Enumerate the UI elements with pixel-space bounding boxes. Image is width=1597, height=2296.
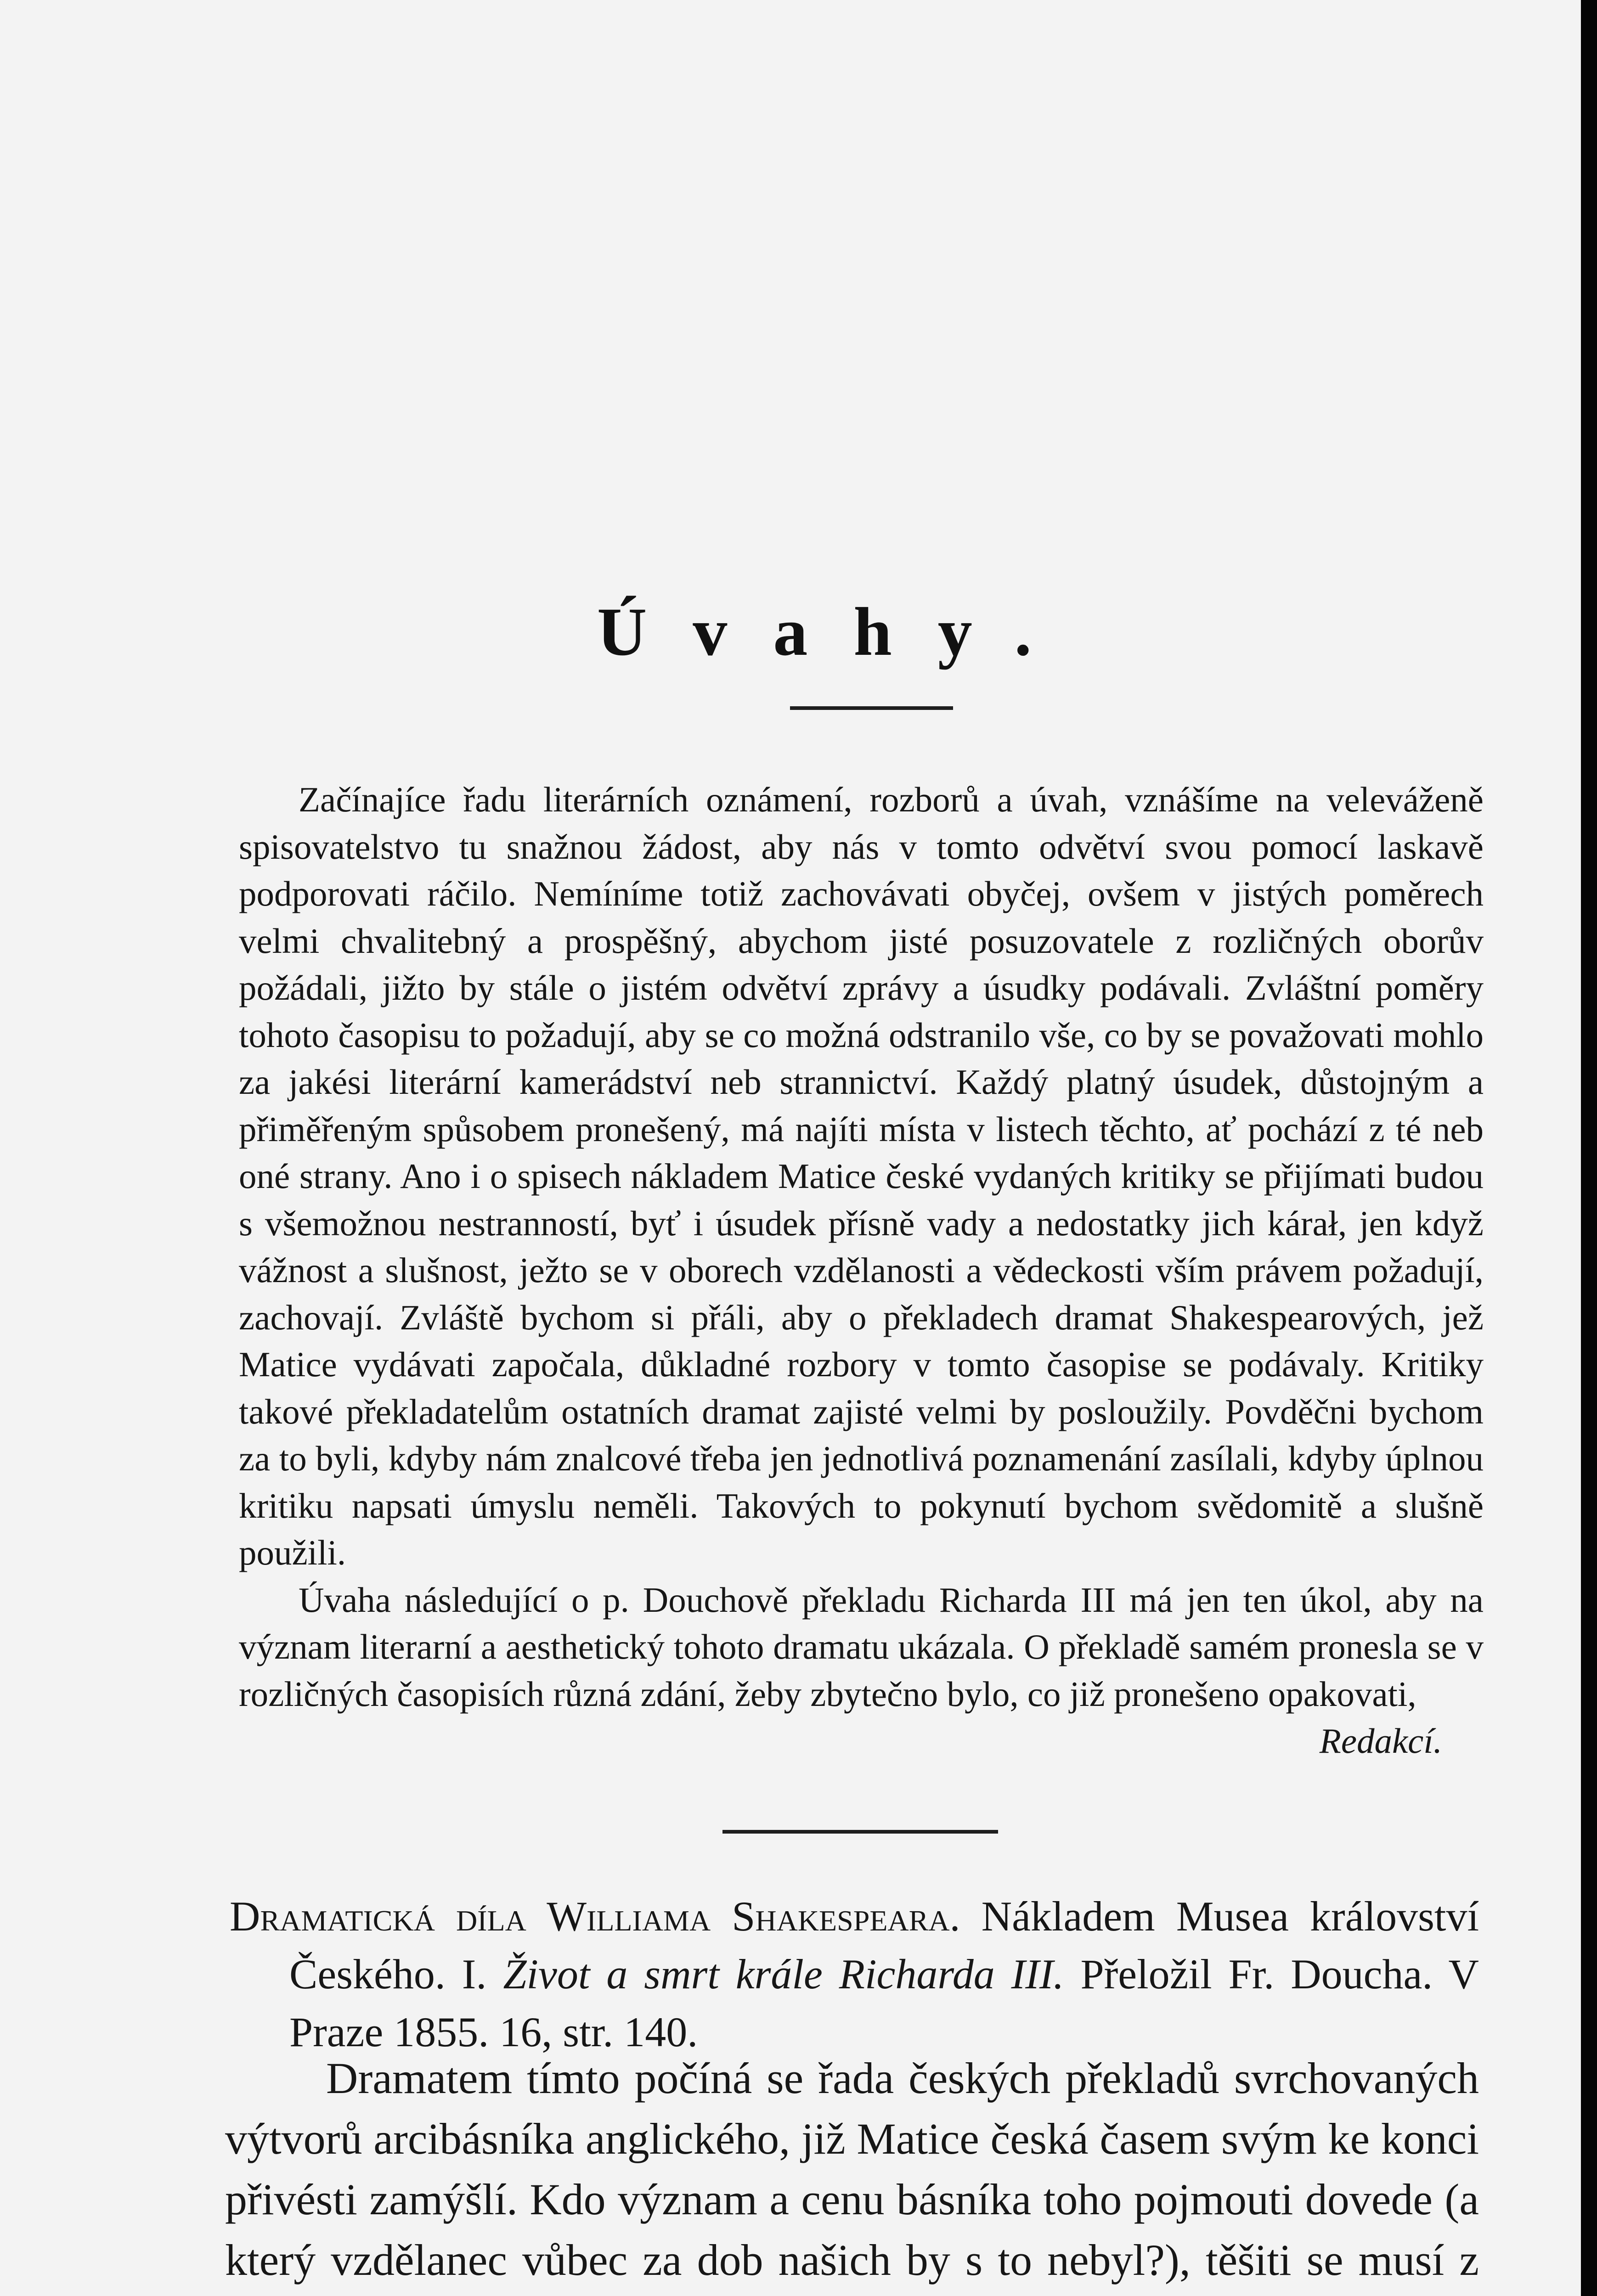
book-series-title: Dramatická díla Williama Shakespeara. [230,1893,960,1940]
book-entry [230,1887,1479,2061]
book-details: Přeložil Fr. Doucha. V Praze 1855. 16, str. 140. [289,1951,1479,2055]
book-entry-line [230,1887,1479,2061]
book-publisher: Nákladem Musea království Českého. I. [289,1893,1479,1998]
book-work-title: Život a smrt krále Richarda III. [503,1951,1064,1998]
editorial-notice [239,776,1484,1765]
review-body-text: Dramatem tímto počíná se řada českých překladů svrchovaných výtvorů arcibásníka anglického, již Matice česká časem svým ke konci přivésti zamýšlí. Kdo význam a cenu básníka toho pojmouti dovede (a který vzdělanec vůbec za dob našich by s to nebyl?), těšiti se musí z [225,2054,1479,2285]
heading-divider [790,706,953,710]
notice-paragraph-1: Začínajíce řadu literárních oznámení, rozborů a úvah, vznášíme na veleváženě spisovatelstvo tu snažnou žádost, aby nás v tomto odvětví svou pomocí laskavě podporovati ráčilo. Nemíníme totiž zachovávati obyčej, ovšem v jistých poměrech velmi chvalitebný a prospěšný, abychom jisté posuzovatele z rozličných oborův požádali, jižto by stále o jistém odvětví zprávy a úsudky podávali. Zvláštní poměry tohoto časopisu to požadují, aby se co možná odstranilo vše, co by se považovati mohlo za jakési literární kamerádství neb strannictví. Každý platný úsudek, důstojným a přiměřeným spůsobem pronešený, má najíti místa v listech těchto, ať pochází z té neb oné strany. Ano i o spisech nákladem Matice české vydaných kritiky se přijímati budou s všemožnou nestranností, byť i úsudek přísně vady a nedostatky jich kárał, jen když vážnost a slušnost, ježto se v oborech vzdělanosti a vědeckosti vším právem požadují, zachovají. Zvláště bychom si přáli, aby o překladech dramat Shakespearových, jež Matice vydávati započala, důkladné rozbory v tomto časopise se podávaly. Kritiky takové překladatelům ostatních dramat zajisté velmi by posloužily. Povděčni bychom za to byli, kdyby nám znalcové třeba jen jednotlivá poznamenání zasílali, kdyby úplnou kritiku napsati úmyslu neměli. Takových to pokynutí bychom svědomitě a slušně použili. [239,780,1484,1572]
notice-paragraph-2-text: Úvaha následující o p. Douchově překladu Richarda III má jen ten úkol, aby na význam literarní a aesthetický tohoto dramatu ukázala. O překladě samém pronesla se v rozličných časopisích různá zdání, žeby zbytečno bylo, co již pronešeno opakovati, [239,1580,1484,1714]
section-heading: Úvahy. [597,594,1078,670]
scan-edge [1581,0,1597,2296]
notice-paragraph-2 [239,1576,1484,1761]
editorial-signature: Redakcí. [1319,1721,1442,1761]
section-divider [722,1830,998,1834]
